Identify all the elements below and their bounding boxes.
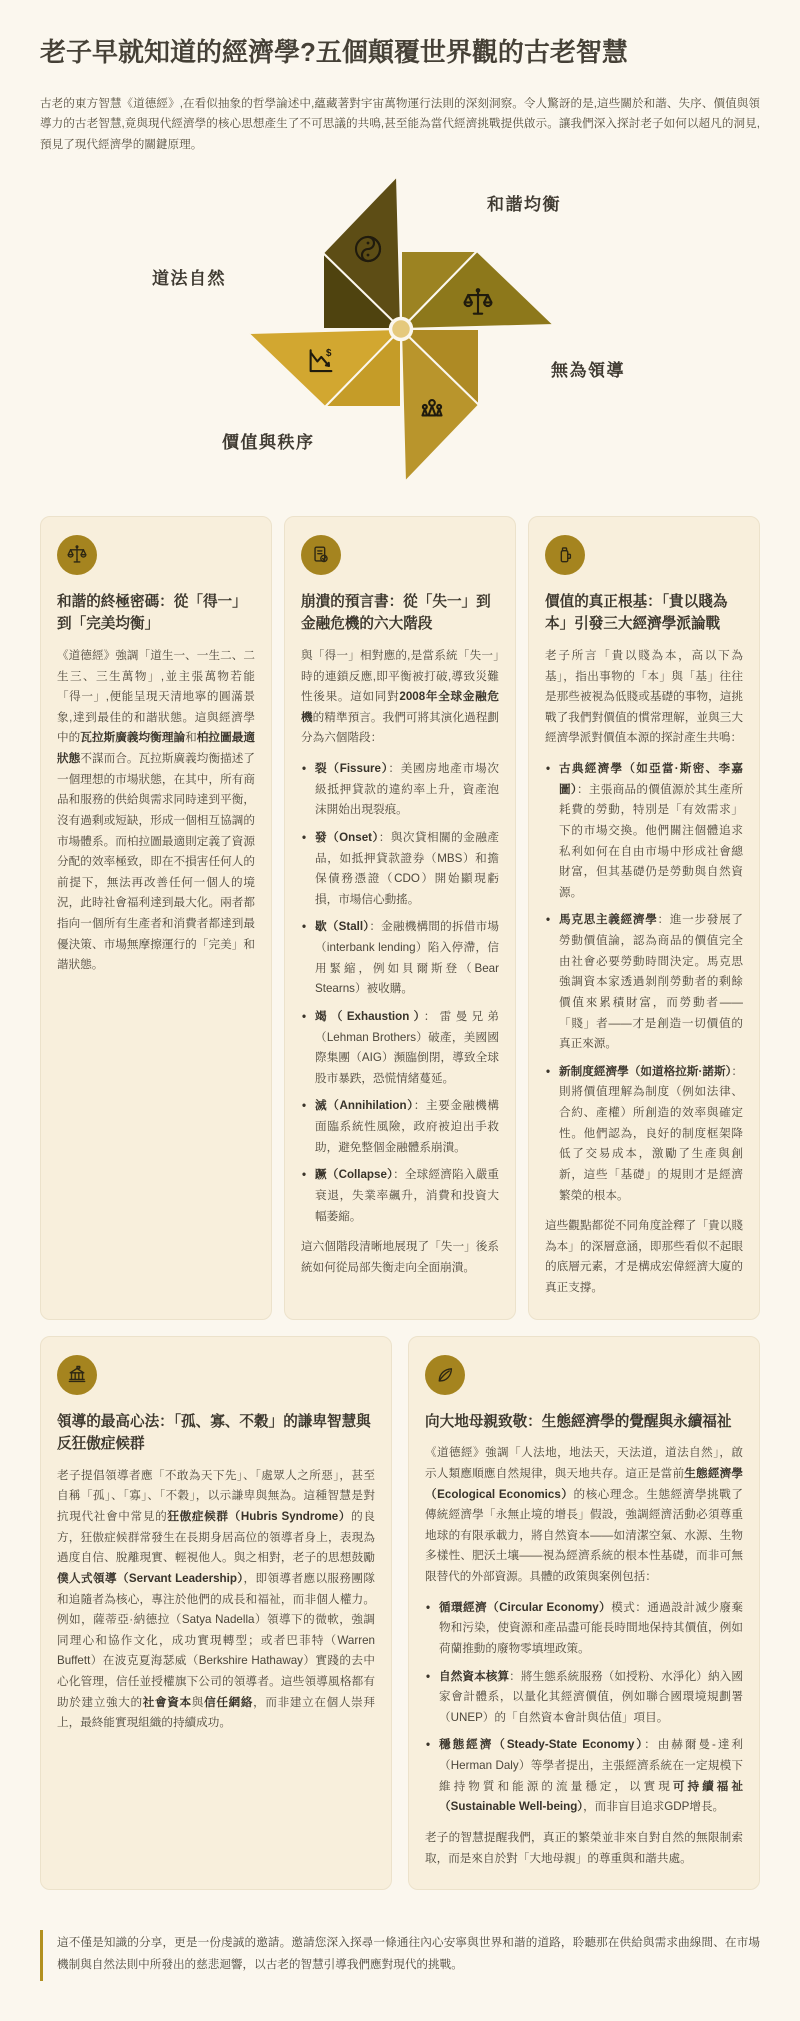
diagram-label-harmony: 和諧均衡 [487,194,561,214]
body-text: 和 [185,731,197,745]
bold-text: 歇（Stall） [315,920,370,934]
card-title: 向大地母親致敬：生態經濟學的覺醒與永續福祉 [425,1413,732,1430]
card-bullet-list [301,759,499,1227]
card-1 [40,516,272,1320]
bold-text: 竭（Exhaustion） [315,1009,424,1023]
card-paragraph [57,1466,375,1734]
pinwheel-blade-west [248,329,401,407]
cards-row-2 [40,1336,760,1890]
card-bullet-item [545,759,743,903]
card-bullet-item [301,1165,499,1227]
document-check-icon-badge [301,535,341,575]
card-bullet-list [425,1598,743,1818]
diagram-label-dao-nature: 道法自然 [152,268,226,288]
body-text: 《道德經》強調「道生一、一生二、二生三、三生萬物」,並主張萬物若能「得一」,便能呈現天清地寧的圓滿景象,達到最佳的和諧狀態。這與經濟學中的 [57,648,255,745]
pinwheel-svg [40,166,760,504]
intro-paragraph: 古老的東方智慧《道德經》,在看似抽象的哲學論述中,蘊藏著對宇宙萬物運行法則的深刻洞察。令人驚訝的是,這些關於和諧、失序、價值與領導力的古老智慧,竟與現代經濟學的核心思想產生了不可思議的共鳴,甚至能為當代經濟挑戰提供啟示。讓我們深入探討老子如何以超凡的洞見,預見了現代經濟學的關鍵原理。 [40,96,760,152]
body-text: ：由赫爾曼-達利（Herman Daly）等學者提出，主張經濟系統在一定規模下維持物質和能源的流量穩定，以實現 [439,1738,743,1793]
card-paragraph [425,1828,743,1869]
card-paragraph [301,646,499,749]
card-paragraph [425,1443,743,1587]
card-title: 和諧的終極密碼：從「得一」到「完美均衡」 [57,593,247,633]
bank-icon [66,1364,88,1386]
footer-note: 這不僅是知識的分享，更是一份虔誠的邀請。邀請您深入探尋一條通往內心安寧與世界和諧的道路，聆聽那在供給與需求曲線間、在市場機制與自然法則中所發出的慈悲迴響，以古老的智慧引導我們應對現代的挑戰。 [40,1930,760,1981]
card-paragraph [301,1237,499,1278]
card-bullet-item [301,917,499,1000]
card-bullet-item [301,1007,499,1090]
vessel-icon-badge [545,535,585,575]
bold-text: 社會資本 [142,1695,192,1709]
body-text: 老子的智慧提醒我們，真正的繁榮並非來自對自然的無限制索取，而是來自於對「大地母親」的尊重與和諧共處。 [425,1830,743,1865]
card-bullet-item [545,910,743,1054]
card-title: 崩潰的預言書：從「失一」到金融危機的六大階段 [301,593,491,633]
leaf-icon-badge [425,1355,465,1395]
card-paragraph [545,1216,743,1299]
scales-icon-badge [57,535,97,575]
document-check-icon [310,544,332,566]
body-text: 老子所言「貴以賤為本，高以下為基」，指出事物的「本」與「基」往往是那些被視為低賤或基礎的事物，這挑戰了我們對價值的慣常理解，並與三大經濟學派對價值本源的探討產生共鳴： [545,648,743,745]
body-text: ，而非盲目追求GDP增長。 [583,1800,725,1814]
card-title: 價值的真正根基：「貴以賤為本」引發三大經濟學派論戰 [545,593,728,633]
leaf-icon [434,1364,456,1386]
body-text: 老子提倡領導者應「不敢為天下先」、「處眾人之所惡」，甚至自稱「孤」、「寡」、「不穀」，以示謙卑與無為。這種智慧是對抗現代社會中常見的 [57,1468,375,1524]
body-text: ，即領導者應以服務團隊和追隨者為核心，專注於他們的成長和福祉，而非個人權力。例如，薩蒂亞·納德拉（Satya Nadella）領導下的微軟，強調同理心和協作文化，成功實現轉型；或者巴菲特（Warren Buffett）在波克夏海瑟威（Berkshire Hathaway）實踐的去中心化管理，信任並授權旗下公司的領導者。這些領導風格都有助於建立強大的 [57,1571,375,1709]
diagram-label-value: 價值與秩序 [222,432,315,452]
body-text: 的良方，狂傲症候群常發生在長期身居高位的領導者身上，表現為過度自信、脫離現實、輕視他人。與之相對，老子的思想鼓勵 [57,1510,375,1565]
bold-text: 自然資本核算 [439,1669,510,1683]
bold-text: 蹶（Collapse） [315,1168,394,1182]
body-text: ：美國房地產市場次級抵押貸款的違約率上升，資產泡沫開始出現裂痕。 [315,762,499,817]
body-text: 的核心理念。生態經濟學挑戰了傳統經濟學「永無止境的增長」假設，強調經濟活動必須尊重地球的有限承載力，將自然資本——如清潔空氣、水源、生物多樣性、肥沃土壤——視為經濟系統的根本性基礎，而非可無限替代的外部資源。具體的政策與案例包括： [425,1487,743,1583]
body-text: 這些觀點都從不同角度詮釋了「貴以賤為本」的深層意涵，即那些看似不起眼的底層元素，才是構成宏偉經濟大廈的真正支撐。 [545,1219,743,1295]
scales-icon [66,544,88,566]
body-text: ：雷曼兄弟（Lehman Brothers）破產，美國國際集團（AIG）瀕臨倒閉，導致全球股市暴跌，恐慌情緒蔓延。 [315,1009,499,1085]
body-text: ：主要金融機構面臨系統性風險，政府被迫出手救助，避免整個金融體系崩潰。 [315,1099,499,1154]
body-text: ：進一步發展了勞動價值論，認為商品的價值完全由社會必要勞動時間決定。馬克思強調資本家透過剝削勞動者的剩餘價值來累積財富，而勞動者——「賤」者——才是創造一切價值的真正來源。 [559,913,743,1051]
card-2 [284,516,516,1320]
bold-text: 古典經濟學（如亞當·斯密、李嘉圖） [559,762,743,796]
bold-text: 滅（Annihilation） [315,1099,414,1113]
card-bullet-item [301,1096,499,1158]
bold-text: 循環經濟（Circular Economy） [439,1600,612,1614]
body-text: ：主張商品的價值源於其生產所耗費的勞動，特別是「有效需求」下的市場交換。他們關注個體追求私利如何在自由市場中形成社會總財富，但其基礎仍是勞動與自然資源。 [559,782,743,899]
body-text: ，而非建立在個人崇拜上，最終能實現組織的持續成功。 [57,1695,375,1730]
card-bullet-item [301,759,499,821]
card-5 [408,1336,760,1890]
bold-text: 裂（Fissure） [315,762,389,776]
card-3 [528,516,760,1320]
body-text: ：則將價值理解為制度（例如法律、合約、產權）所創造的效率與確定性。他們認為，良好的制度框架降低了交易成本，激勵了生產與創新，這些「基礎」的規則才是經濟繁榮的根本。 [559,1064,743,1202]
bold-text: 瓦拉斯廣義均衡理論 [80,731,186,745]
body-text: ：金融機構間的拆借市場（interbank lending）陷入停滯，信用緊縮，例如貝爾斯登（Bear Stearns）被收購。 [315,920,499,996]
body-text: 與「得一」相對應的,是當系統「失一」時的連鎖反應,即平衡被打破,導致災難性後果。這如同對 [301,648,499,704]
bold-text: 2008年全球金融危機 [301,690,499,724]
body-text: 模式：通過設計減少廢棄物和污染，使資源和產品盡可能長時間地保持其價值，例如荷蘭推動的廢物零填埋政策。 [439,1600,743,1655]
bank-icon-badge [57,1355,97,1395]
bold-text: 柏拉圖最適狀態 [57,731,255,766]
card-paragraph [545,646,743,749]
bold-text: 信任網絡 [204,1695,254,1709]
bold-text: 僕人式領導（Servant Leadership） [57,1571,244,1585]
body-text: 《道德經》強調「人法地，地法天，天法道，道法自然」，啟示人類應順應自然規律，與天地共存。這正是當前 [425,1446,743,1480]
bold-text: 馬克思主義經濟學 [559,913,658,927]
bold-text: 可持續福祉（Sustainable Well-being） [439,1779,743,1814]
body-text: ：將生態系統服務（如授粉、水淨化）納入國家會計體系，以量化其經濟價值，例如聯合國環境規劃署（UNEP）的「自然資本會計與估值」項目。 [439,1669,743,1724]
pinwheel-center [391,318,412,339]
card-bullet-item [301,828,499,911]
body-text: 與 [191,1695,205,1709]
pinwheel-diagram [40,166,760,504]
card-bullet-item [545,1062,743,1206]
bold-text: 生態經濟學（Ecological Economics） [425,1466,743,1501]
card-paragraph [57,646,255,976]
svg-text:$: $ [326,347,332,359]
bold-text: 發（Onset） [315,830,379,844]
card-bullet-item [425,1735,743,1818]
card-bullet-list [545,759,743,1206]
body-text: 的精準預言。我們可將其演化過程劃分為六個階段： [301,710,499,745]
vessel-icon [554,544,576,566]
diagram-label-wuwei: 無為領導 [551,360,625,380]
card-bullet-item [425,1598,743,1660]
card-title: 領導的最高心法：「孤、寡、不穀」的謙卑智慧與反狂傲症候群 [57,1413,371,1453]
bold-text: 穩態經濟（Steady-State Economy） [439,1738,645,1752]
body-text: ：與次貸相關的金融產品，如抵押貸款證券（MBS）和擔保債務憑證（CDO）開始顯現虧損，市場信心動搖。 [315,830,499,906]
page-title: 老子早就知道的經濟學?五個顛覆世界觀的古老智慧 [40,37,628,67]
bold-text: 新制度經濟學（如道格拉斯·諾斯） [559,1064,732,1078]
body-text: ：全球經濟陷入嚴重衰退，失業率飆升，消費和投資大幅萎縮。 [315,1168,499,1223]
body-text: 這六個階段清晰地展現了「失一」後系統如何從局部失衡走向全面崩潰。 [301,1240,499,1274]
cards-row-1 [40,516,760,1320]
card-bullet-item [425,1667,743,1729]
card-4 [40,1336,392,1890]
body-text: 不謀而合。瓦拉斯廣義均衡描述了一個理想的市場狀態，在其中，所有商品和服務的供給與需求同時達到平衡，沒有過剩或短缺，形成一個相互協調的市場體系。而柏拉圖最適則定義了資源分配的效率極致，即在不損害任何人的前提下，無法再改善任何一個人的境況，此時社會福利達到最大化。兩者都指向一個所有生產者和消費者都達到最優決策、市場無摩擦運行的「完美」和諧狀態。 [57,752,255,972]
bold-text: 狂傲症候群（Hubris Syndrome） [167,1510,352,1524]
